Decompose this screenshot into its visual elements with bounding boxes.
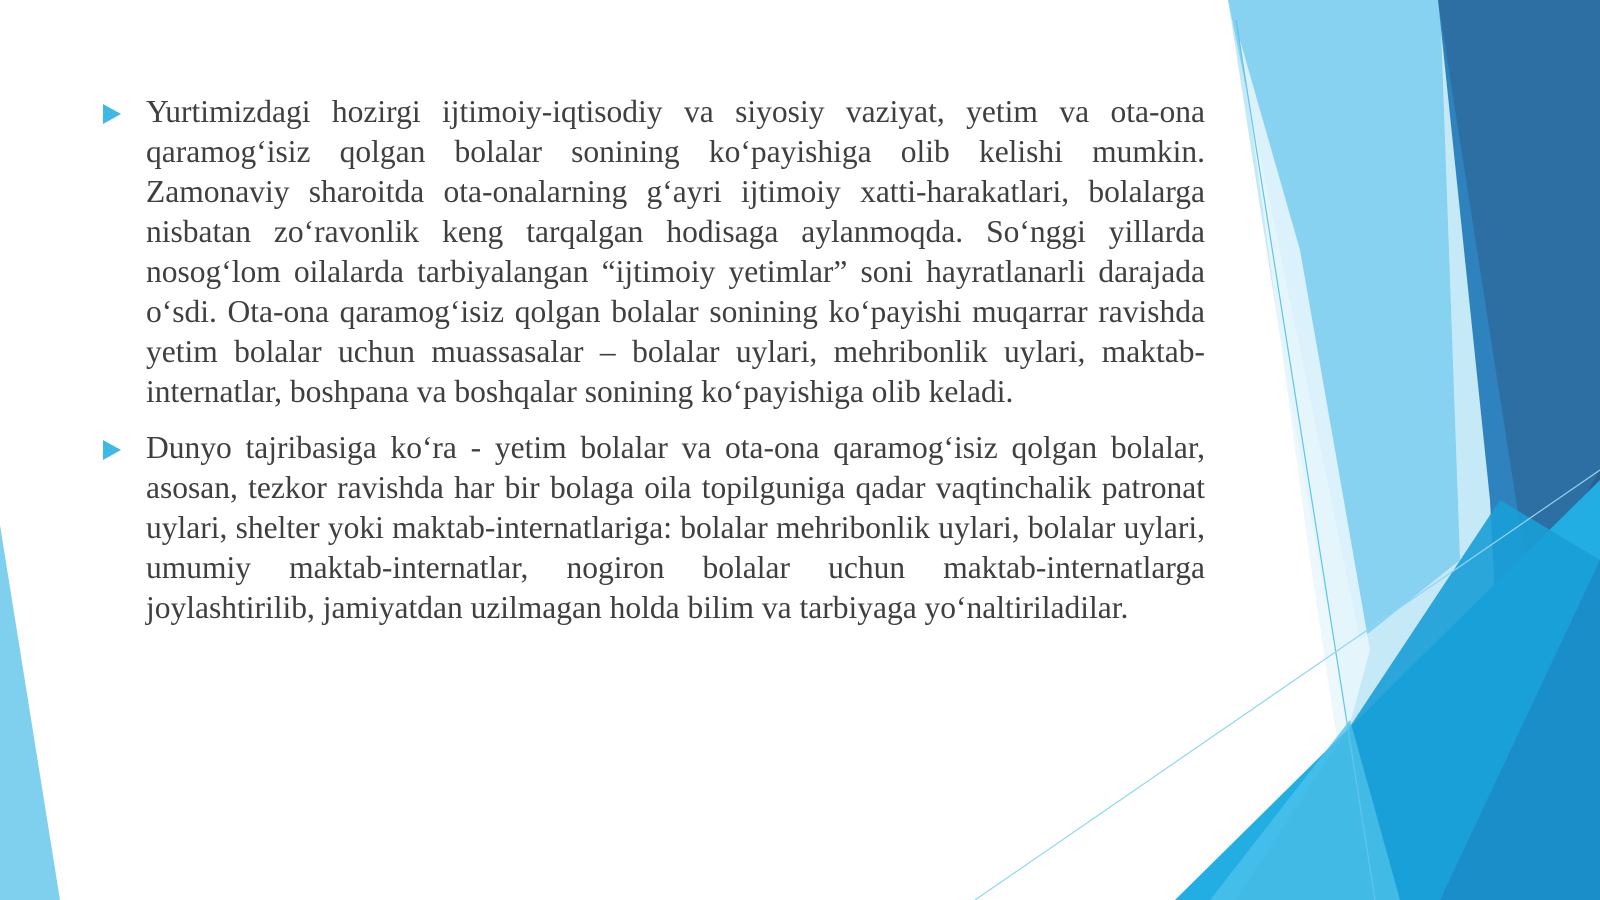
- bullet-text: Dunyo tajribasiga ko‘ra - yetim bolalar va ota-ona qaramog‘isiz qolgan bolalar, asosan, tezkor ravishda har bir bolaga oila topilguniga qadar vaqtinchalik patronat uylari, shelter yoki maktab-internatlariga: bolalar mehribonlik uylari, bolalar uylari, umumiy maktab-internatlar, nogiron bolalar uchun maktab-internatlarga joylashtirilib, jamiyatdan uzilmagan holda bilim va tarbiyaga yo‘naltiriladilar.: [146, 430, 1205, 625]
- left-accent-shape: [0, 525, 60, 900]
- bullet-arrow-icon: [103, 440, 121, 460]
- bullet-arrow-icon: [103, 104, 121, 124]
- bullet-text: Yurtimizdagi hozirgi ijtimoiy-iqtisodiy va siyosiy vaziyat, yetim va ota-ona qaramog‘isiz qolgan bolalar sonining ko‘payishiga olib kelishi mumkin. Zamonaviy sharoitda ota-onalarning g‘ayri ijtimoiy xatti-harakatlari, bolalarga nisbatan zo‘ravonlik keng tarqalgan hodisaga aylanmoqda. So‘nggi yillarda nosog‘lom oilalarda tarbiyalangan “ijtimoiy yetimlar” soni hayratlanarli darajada o‘sdi. Ota-ona qaramog‘isiz qolgan bolalar sonining ko‘payishi muqarrar ravishda yetim bolalar uchun muassasalar – bolalar uylari, mehribonlik uylari, maktab-internatlar, boshpana va boshqalar sonining ko‘payishiga olib keladi.: [146, 94, 1205, 409]
- bullet-list: [100, 92, 1205, 644]
- bullet-item: [100, 428, 1205, 628]
- bullet-item: [100, 92, 1205, 412]
